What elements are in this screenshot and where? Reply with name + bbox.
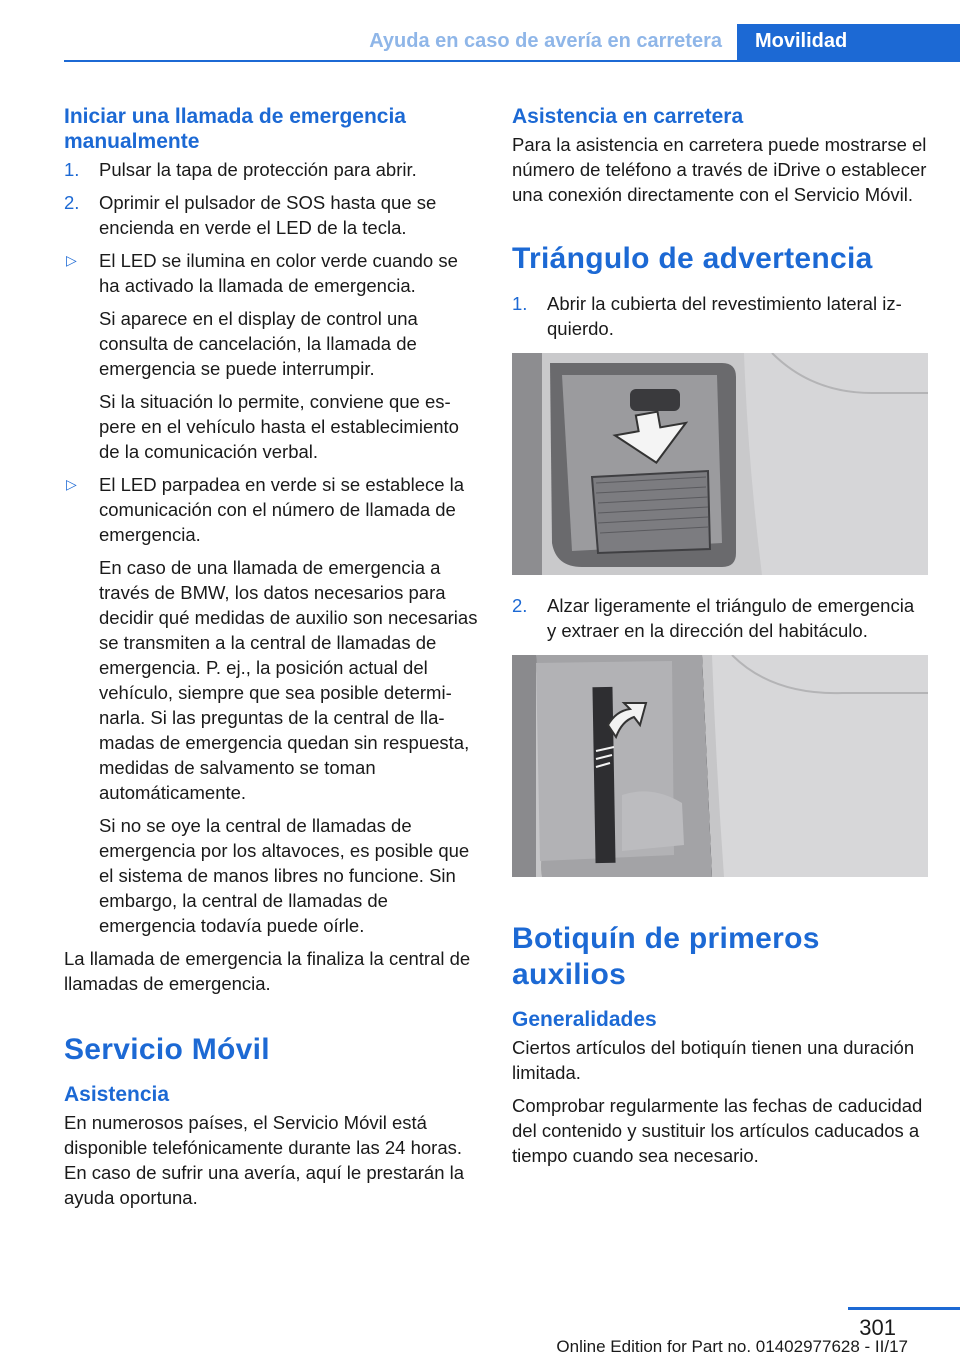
- step-number: 2.: [512, 595, 528, 616]
- note-paragraph: Si la situación lo permite, conviene que espere en el vehículo hasta el establecimiento de la comunicación verbal.: [99, 391, 459, 462]
- list-item: [64, 248, 480, 464]
- page-number-rule: [848, 1307, 960, 1310]
- list-item: [64, 157, 480, 182]
- triangle-removal-image: [512, 655, 928, 877]
- first-aid-heading: Botiquín de primeros auxilios: [512, 922, 820, 991]
- header-rule: [64, 60, 960, 62]
- note-paragraph: Si aparece en el display de control una consulta de cancelación, la llamada de emergencia se puede interrumpir.: [99, 308, 418, 379]
- side-trim-cover-image: [512, 353, 928, 575]
- left-column: [64, 104, 480, 1218]
- triangle-bullet-icon: ▷: [66, 476, 77, 492]
- warning-triangle-heading: Triángulo de advertencia: [512, 242, 873, 275]
- note-paragraph: El LED parpadea en verde si se establece la comunicación con el número de llamada de emergencia.: [99, 474, 465, 545]
- triangle-bullet-icon: ▷: [66, 252, 77, 268]
- first-aid-text-2: Comprobar regularmente las fechas de caducidad del contenido y sustituir los artículos caducados a tiempo cuando sea necesario.: [512, 1095, 923, 1166]
- roadside-text: Para la asistencia en carretera puede mostrarse el número de teléfono a través de iDrive o establecer una conexión directamente con el Servicio Móvil.: [512, 134, 927, 205]
- mobile-service-heading: Servicio Móvil: [64, 1033, 270, 1066]
- emergency-closing-text: La llamada de emergencia la finaliza la central de llamadas de emergencia.: [64, 948, 471, 994]
- triangle-steps-list-2: [512, 593, 928, 643]
- step-text: Abrir la cubierta del revestimiento lateral izquierdo.: [547, 293, 902, 339]
- list-item: [64, 190, 480, 240]
- triangle-steps-list: [512, 291, 928, 341]
- emergency-notes-list: [64, 248, 480, 938]
- step-text: Oprimir el pulsador de SOS hasta que se encienda en verde el LED de la tecla.: [99, 192, 437, 238]
- note-paragraph: En caso de una llamada de emergencia a través de BMW, los datos necesarios para decidir qué medidas de auxilio son necesarias se transmiten a la central de llamadas de emergencia. P. ej., la posición actual del vehículo, siempre que sea posible determinarla. Si las preguntas de la central de llamadas de emergencia quedan sin respuesta, medidas de salvamento se toman automáticamente.: [99, 557, 478, 803]
- assistance-subheading: Asistencia: [64, 1083, 170, 1106]
- right-column: [512, 104, 928, 1176]
- edition-footer: Online Edition for Part no. 01402977628 - II/17: [556, 1337, 908, 1356]
- page-number: 301: [859, 1315, 896, 1340]
- step-text: Pulsar la tapa de protección para abrir.: [99, 159, 417, 180]
- general-subheading: Generalidades: [512, 1008, 657, 1031]
- roadside-heading: Asistencia en carretera: [512, 105, 744, 128]
- list-item: [512, 593, 928, 643]
- emergency-steps-list: [64, 157, 480, 240]
- step-number: 2.: [64, 192, 80, 213]
- emergency-call-heading: Iniciar una llamada de emergencia manualmente: [64, 105, 406, 153]
- first-aid-text-1: Ciertos artículos del botiquín tienen una duración limitada.: [512, 1037, 915, 1083]
- step-number: 1.: [64, 159, 80, 180]
- header-chapter-tab: Movilidad: [737, 24, 960, 62]
- header-section-title: Ayuda en caso de avería en carretera: [369, 30, 722, 52]
- note-paragraph: Si no se oye la central de llamadas de emergencia por los altavoces, es posible que el sistema de manos libres no funcione. Sin embargo, la central de llamadas de emergencia todavía puede oírle.: [99, 815, 470, 936]
- mobile-service-text: En numerosos países, el Servicio Móvil está disponible telefónicamente durante las 24 horas. En caso de sufrir una avería, aquí le prestarán la ayuda oportuna.: [64, 1112, 465, 1208]
- list-item: [512, 291, 928, 341]
- list-item: [64, 472, 480, 938]
- step-number: 1.: [512, 293, 528, 314]
- note-paragraph: El LED se ilumina en color verde cuando se ha activado la llamada de emergencia.: [99, 250, 458, 296]
- step-text: Alzar ligeramente el triángulo de emergencia y extraer en la dirección del habitáculo.: [547, 595, 915, 641]
